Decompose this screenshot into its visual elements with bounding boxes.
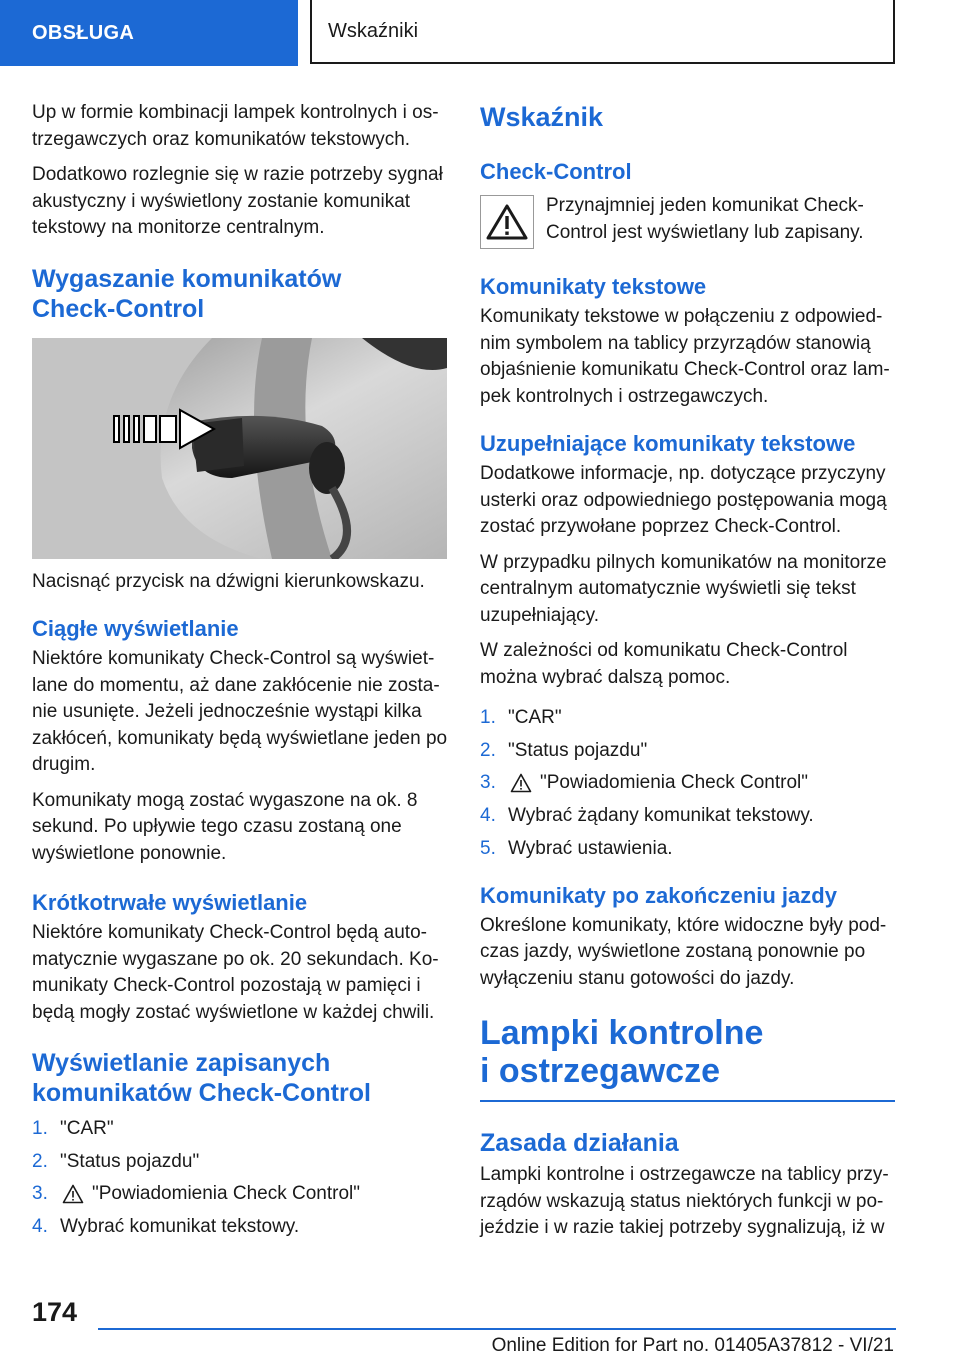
- heading-short-display: Krótkotrwałe wyświetlanie: [32, 890, 308, 915]
- check-control-indicator: [480, 193, 895, 249]
- heading-lamps: Lampki kontrolne i ostrzegawcze: [480, 1014, 764, 1091]
- supplementary-paragraph-2: W przypadku pilnych komunikatów na monitorze centralnym automatycznie wyświetli się tekst uzupełniający.: [480, 551, 887, 626]
- continuous-paragraph-2: Komunikaty mogą zostać wygaszone na ok. 8 sekund. Po upływie tego czasu zostaną one wyświetlone ponownie.: [32, 789, 418, 864]
- principle-paragraph: Lampki kontrolne i ostrzegawcze na tablicy przy‐ rządów wskazują status niektórych funkcji w po‐ jeździe i w razie takiej potrzeby sygnalizują, iż w: [480, 1164, 889, 1239]
- text-messages-paragraph: Komunikaty tekstowe w połączeniu z odpowied‐ nim symbolem na tablicy przyrządów stanowią objaśnienie komunikatu Check-Control oraz lam‐ pek kontrolnych i ostrzegawczych.: [480, 306, 890, 407]
- list-item: 3. "Powiadomienia Check Control": [480, 772, 809, 794]
- heading-indicator: Wskaźnik: [480, 102, 604, 132]
- left-column: [32, 100, 450, 1247]
- check-control-warning-icon: [480, 195, 534, 249]
- heading-check-control: Check-Control: [480, 159, 632, 184]
- after-drive-paragraph: Określone komunikaty, które widoczne były pod‐ czas jazdy, wyświetlone zostaną ponownie po wyłączeniu stanu gotowości do jazdy.: [480, 914, 887, 989]
- warning-triangle-icon: [510, 773, 532, 793]
- footer-edition: Online Edition for Part no. 01405A37812 - VI/21: [491, 1335, 894, 1356]
- heading-principle: Zasada działania: [480, 1129, 679, 1158]
- chapter-tab[interactable]: [310, 0, 895, 64]
- check-control-text: Przynajmniej jeden komunikat Check- Control jest wyświetlany lub zapisany.: [546, 195, 864, 243]
- heading-supplementary: Uzupełniające komunikaty tekstowe: [480, 431, 856, 456]
- heading-saved-messages: Wyświetlanie zapisanych komunikatów Check-Control: [32, 1049, 371, 1107]
- list-item: 2. "Status pojazdu": [32, 1150, 200, 1172]
- saved-steps-list: [32, 1116, 450, 1240]
- supplementary-paragraph-3: W zależności od komunikatu Check-Control można wybrać dalszą pomoc.: [480, 640, 848, 688]
- section-label: OBSŁUGA: [32, 21, 135, 44]
- list-item: 1. "CAR": [32, 1118, 114, 1139]
- photo-caption: Nacisnąć przycisk na dźwigni kierunkowskazu.: [32, 570, 425, 592]
- intro-paragraph-1: Up w formie kombinacji lampek kontrolnych i os‐ trzegawczych oraz komunikatów tekstowych.: [32, 102, 439, 150]
- intro-paragraph-2: Dodatkowo rozlegnie się w razie potrzeby sygnał akustyczny i wyświetlony zostanie komunikat tekstowy na monitorze centralnym.: [32, 164, 443, 238]
- short-paragraph: Niektóre komunikaty Check-Control będą auto‐ matycznie wygaszane po ok. 20 sekundach. Ko‐ munikaty Check-Control pozostają w pamięci i będą mogły zostać wyświetlone w każdej chwili.: [32, 922, 439, 1023]
- chapter-label: Wskaźniki: [328, 19, 419, 42]
- section-tab[interactable]: [0, 0, 298, 66]
- supplementary-steps-list: [480, 705, 895, 862]
- heading-continuous-display: Ciągłe wyświetlanie: [32, 616, 239, 641]
- list-item: 3. "Powiadomienia Check Control": [32, 1183, 361, 1205]
- heading-hide-messages: Wygaszanie komunikatów Check-Control: [32, 264, 342, 323]
- warning-triangle-icon: [62, 1184, 84, 1204]
- supplementary-paragraph-1: Dodatkowe informacje, np. dotyczące przyczyny usterki oraz odpowiedniego postępowania mogą zostać przywołane poprzez Check-Control.: [480, 463, 887, 537]
- list-item: 4. Wybrać żądany komunikat tekstowy.: [480, 805, 814, 827]
- footer-divider: [98, 1328, 896, 1330]
- section-divider: [480, 1100, 895, 1102]
- turn-signal-lever-photo: [32, 338, 447, 559]
- page-number: 174: [32, 1297, 78, 1327]
- right-column: [480, 100, 895, 1251]
- heading-after-drive: Komunikaty po zakończeniu jazdy: [480, 882, 837, 908]
- heading-text-messages: Komunikaty tekstowe: [480, 274, 707, 299]
- list-item: 2. "Status pojazdu": [480, 739, 648, 761]
- list-item: 5. Wybrać ustawienia.: [480, 837, 673, 859]
- continuous-paragraph-1: Niektóre komunikaty Check-Control są wyświet‐ lane do momentu, aż dane zakłócenie nie zosta‐ nie usunięte. Jeżeli jednocześnie wystąpi kilka zakłóceń, komunikaty będą wyświetlane jeden po drugim.: [32, 648, 448, 775]
- list-item: 4. Wybrać komunikat tekstowy.: [32, 1216, 300, 1238]
- list-item: 1. "CAR": [480, 707, 562, 728]
